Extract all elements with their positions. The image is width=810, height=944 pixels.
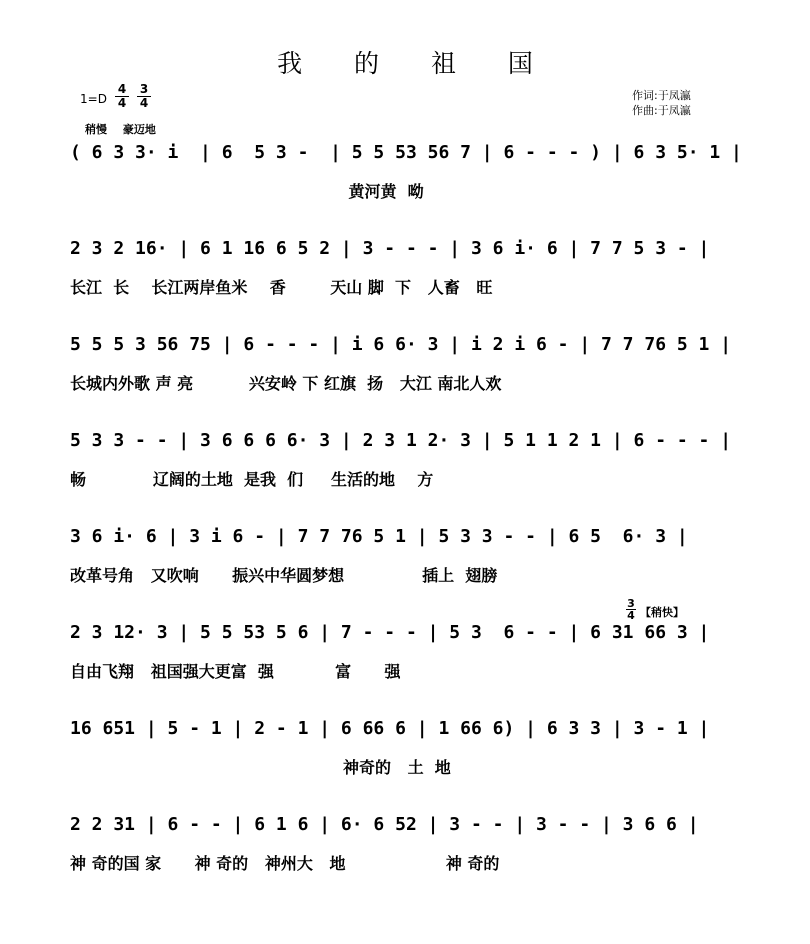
score-line (70, 696, 740, 792)
lyric-line: 黄河黄 呦 (70, 182, 424, 201)
score-line (70, 408, 740, 504)
credits (632, 88, 691, 118)
lyric-line: 畅 辽阔的土地 是我 们 生活的地 方 (70, 470, 434, 489)
score-line (70, 504, 740, 600)
score-line (70, 312, 740, 408)
tempo-change-time-signature: 3 4 (627, 597, 635, 622)
lyric-line: 神奇的 土 地 (70, 758, 451, 777)
lyric-line: 自由飞翔 祖国强大更富 强 富 强 (70, 662, 401, 681)
composer: 作曲:于凤瀛 (632, 104, 691, 117)
lyric-line: 改革号角 又吹响 振兴中华圆梦想 插上 翅膀 (70, 566, 498, 585)
score-line (70, 792, 740, 888)
notation-line: ( 6 3 3· i | 6 5 3 - | 5 5 53 56 7 | 6 - - - ) | 6 3 5· 1 | (70, 142, 742, 163)
tempo-slow: 稍慢 (85, 123, 107, 136)
song-title: 我 的 祖 国 (277, 49, 555, 78)
tempo-heroic: 豪迈地 (122, 123, 156, 136)
notation-line: 5 5 5 3 56 75 | 6 - - - | i 6 6· 3 | i 2 i 6 - | 7 7 76 5 1 | (70, 334, 732, 355)
notation-line: 2 3 2 16· | 6 1 16 6 5 2 | 3 - - - | 3 6 i· 6 | 7 7 5 3 - | (70, 238, 710, 259)
notation-line: 2 3 12· 3 | 5 5 53 5 6 | 7 - - - | 5 3 6 - - | 6 31 66 3 | (70, 622, 710, 643)
score-line (70, 120, 740, 216)
time-signature-first: $\frac{4}{4}$ (115, 83, 129, 110)
lyricist: 作词:于凤瀛 (632, 89, 691, 102)
score-line (70, 216, 740, 312)
lyric-line: 长江 长 长江两岸鱼米 香 天山 脚 下 人畜 旺 (70, 278, 493, 297)
notation-line: 2 2 31 | 6 - - | 6 1 6 | 6· 6 52 | 3 - - | 3 - - | 3 6 6 | (70, 814, 699, 835)
notation-line: 16 651 | 5 - 1 | 2 - 1 | 6 66 6 | 1 66 6) | 6 3 3 | 3 - 1 | (70, 718, 710, 739)
key-signature: 1=D (80, 92, 107, 106)
tempo-change-marker: 【稍快】 (640, 606, 684, 619)
notation-line: 5 3 3 - - | 3 6 6 6 6· 3 | 2 3 1 2· 3 | 5 1 1 2 1 | 6 - - - | (70, 430, 732, 451)
time-signature-second: $\frac{3}{4}$ (137, 83, 151, 110)
notation-line: 3 6 i· 6 | 3 i 6 - | 7 7 76 5 1 | 5 3 3 - - | 6 5 6· 3 | (70, 526, 688, 547)
lyric-line: 长城内外歌 声 亮 兴安岭 下 红旗 扬 大江 南北人欢 (70, 374, 502, 393)
lyric-line: 神 奇的国 家 神 奇的 神州大 地 神 奇的 (70, 854, 500, 873)
score (70, 120, 740, 888)
